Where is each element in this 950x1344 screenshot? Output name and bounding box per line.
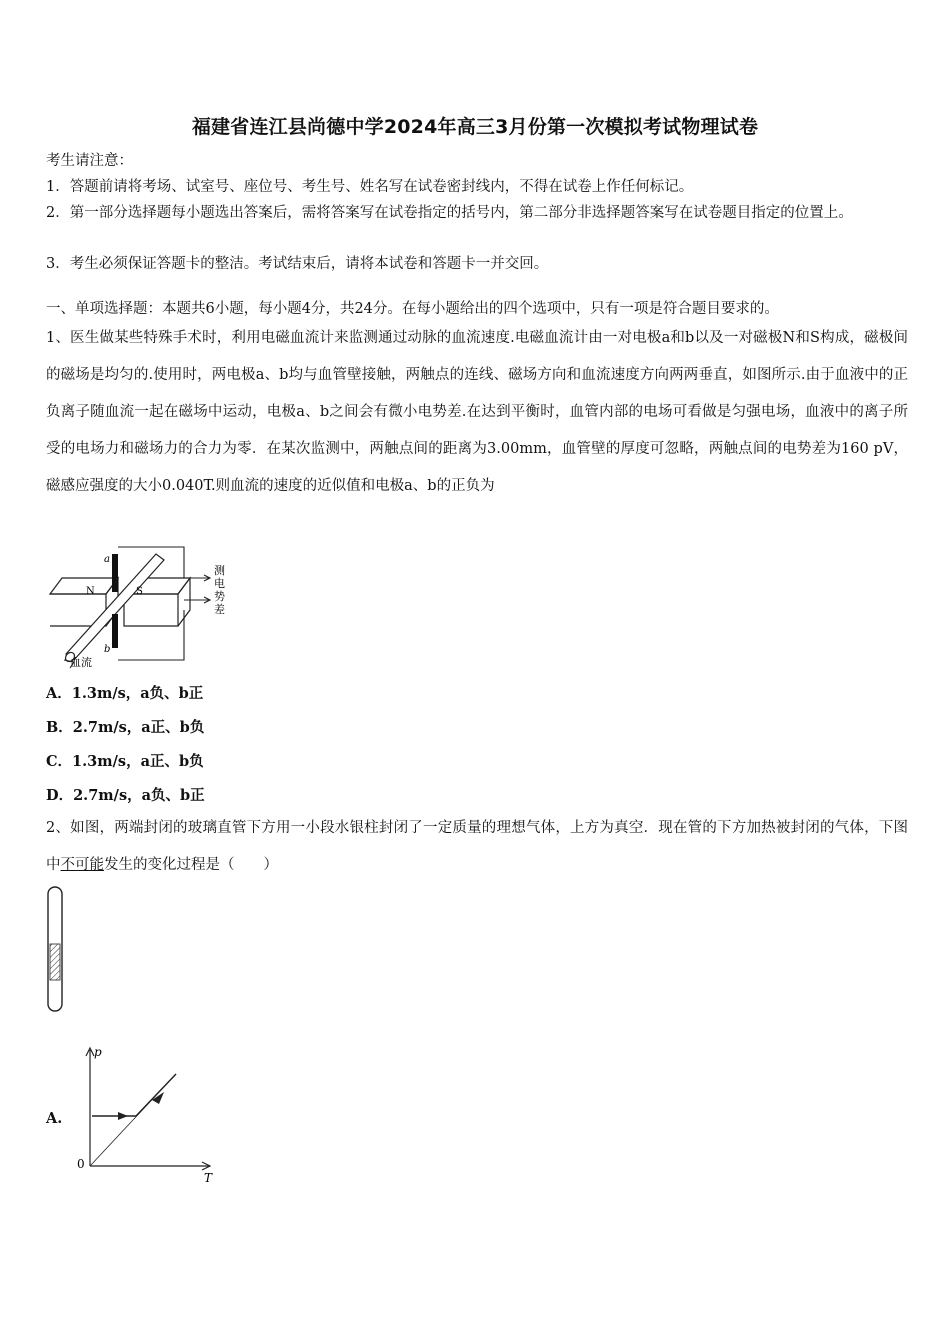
magnet-n-label: N: [86, 586, 95, 597]
notice-item-2: 2．第一部分选择题每小题选出答案后，需将答案写在试卷指定的括号内，第二部分非选择题答案写在试卷题目指定的位置上。: [46, 205, 853, 221]
q1-option-d: D．2.7m/s，a负、b正: [46, 787, 205, 804]
q2-option-a-label: A.: [46, 1110, 63, 1127]
y-axis-label: p: [94, 1045, 102, 1059]
q2-text-after: 发生的变化过程是（ ）: [104, 857, 278, 873]
measure-label-2: 电: [214, 577, 225, 590]
electrode-a-label: a: [104, 554, 110, 565]
origin-label: 0: [77, 1157, 85, 1171]
q1-option-b: B．2.7m/s，a正、b负: [46, 719, 205, 736]
circuit-wires: [118, 547, 210, 660]
q2-text-underlined: 不可能: [60, 857, 104, 873]
notice-heading: 考生请注意：: [46, 153, 133, 169]
question-1-text: 1、医生做某些特殊手术时，利用电磁血流计来监测通过动脉的血流速度.电磁血流计由一对电极a和b以及一对磁极N和S构成，磁极间的磁场是均匀的.使用时，两电极a、b均与血管壁接触，两触点的连线、磁场方向和血流速度方向两两垂直，如图所示.由于血液中的正负离子随血流一起在磁场中运动，电极a、b之间会有微小电势差.在达到平衡时，血管内部的电场可看做是匀强电场，血液中的离子所受的电场力和磁场力的合力为零．在某次监测中，两触点间的距离为3.00mm，血管壁的厚度可忽略，两触点间的电势差为160 pV，磁感应强度的大小0.040T.则血流的速度的近似值和电极a、b的正负为: [46, 330, 908, 494]
p-t-graph: [74, 1042, 224, 1190]
x-axis-label: T: [204, 1171, 213, 1185]
page-title: 福建省连江县尚德中学2024年高三3月份第一次模拟考试物理试卷: [191, 116, 759, 138]
q1-option-a: A．1.3m/s，a负、b正: [46, 685, 204, 702]
measure-label-4: 差: [214, 603, 225, 616]
flowmeter-figure: [44, 542, 234, 670]
q2-text-before: 2、如图，两端封闭的玻璃直管下方用一小段水银柱封闭了一定质量的理想气体，上方为真空．现在管的下方加热被封闭的气体，下图中: [46, 820, 908, 873]
measure-label-3: 势: [214, 590, 225, 603]
horizontal-arrow-icon: [118, 1112, 128, 1120]
electrode-b-label: b: [104, 644, 111, 655]
process-line: [92, 1074, 176, 1116]
measure-label-1: 测: [214, 564, 225, 577]
glass-tube-figure: [44, 884, 68, 1014]
mercury-column: [50, 944, 60, 980]
q1-option-c: C．1.3m/s，a正、b负: [46, 753, 204, 770]
notice-item-1: 1．答题前请将考场、试室号、座位号、考生号、姓名写在试卷密封线内，不得在试卷上作任何标记。: [46, 179, 694, 195]
blood-flow-label: 血流: [70, 656, 92, 669]
section-heading: 一、单项选择题：本题共6小题，每小题4分，共24分。在每小题给出的四个选项中，只有一项是符合题目要求的。: [46, 301, 779, 317]
electrode-a: [112, 554, 118, 592]
magnet-s-label: S: [136, 586, 143, 597]
question-2-text: [46, 810, 908, 884]
electrode-b: [112, 614, 118, 648]
notice-item-3: 3．考生必须保证答题卡的整洁。考试结束后，请将本试卷和答题卡一并交回。: [46, 256, 549, 272]
